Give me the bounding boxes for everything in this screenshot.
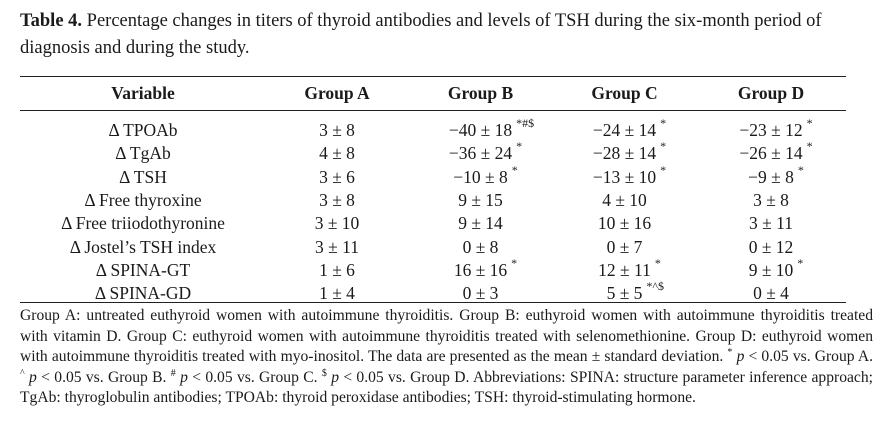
cell-value: −9 ± 8	[748, 166, 794, 187]
cell-group-b	[408, 116, 553, 142]
cell-variable: Δ TgAb	[115, 143, 171, 164]
cell-group-b	[408, 212, 553, 235]
cell-value-wrapper	[602, 190, 647, 211]
significance-marker: *	[797, 255, 804, 270]
cell-value-wrapper	[592, 116, 667, 141]
table-row	[20, 212, 846, 235]
table-row	[20, 189, 846, 212]
table-row	[20, 235, 846, 258]
cell-value: −10 ± 8	[453, 166, 508, 187]
cell-group-b	[408, 282, 553, 305]
cell-value-wrapper	[753, 283, 789, 304]
significance-marker: *	[654, 255, 661, 270]
cell-variable: Δ TSH	[119, 166, 167, 187]
cell-group-d	[696, 255, 846, 282]
footnote-sig-d-mark: $	[321, 367, 327, 379]
significance-marker: *	[516, 139, 523, 154]
cell-group-d	[696, 235, 846, 258]
cell-group-c	[553, 235, 696, 258]
cell-group-b	[408, 255, 553, 282]
cell-value: 3 ± 8	[319, 120, 355, 141]
table-row	[20, 119, 846, 142]
significance-marker: *#$	[516, 116, 535, 131]
cell-value: 12 ± 11	[598, 259, 651, 280]
cell-value: 1 ± 4	[319, 283, 355, 304]
cell-group-c	[553, 279, 696, 305]
cell-value-wrapper	[748, 255, 804, 281]
column-header-group-a: Group A	[304, 82, 370, 103]
cell-group-c	[553, 212, 696, 235]
cell-value-wrapper	[319, 167, 355, 188]
cell-value: 4 ± 10	[602, 190, 647, 211]
footnote-groups: Group A: untreated euthyroid women with autoimmune thyroiditis. Group B: euthyroid women with autoimmune thyroiditis treated with vitamin D. Group C: euthyroid women with autoimmune thyroiditis treated with selenomethionine. Group D: euthyroid women with autoimmune thyroiditis treated with myo-inositol. The data are presented as the mean ± standard deviation.	[20, 307, 873, 365]
cell-value-wrapper	[458, 190, 503, 211]
cell-value: −26 ± 14	[739, 143, 803, 164]
cell-group-b	[408, 189, 553, 212]
footnote-sig-d-text: < 0.05 vs. Group D.	[343, 368, 470, 386]
cell-value-wrapper	[319, 283, 355, 304]
cell-variable: Δ SPINA-GT	[95, 259, 191, 280]
cell-value-wrapper	[319, 190, 355, 211]
table-footnote	[20, 306, 873, 409]
cell-variable: Δ TPOAb	[108, 120, 178, 141]
significance-marker: *	[511, 162, 518, 177]
column-header-group-b: Group B	[447, 82, 514, 103]
cell-group-a	[266, 142, 408, 165]
cell-value: 9 ± 15	[458, 190, 503, 211]
cell-group-c	[553, 255, 696, 282]
cell-value: 3 ± 6	[319, 166, 355, 187]
cell-value: 10 ± 16	[597, 213, 652, 234]
cell-value: −13 ± 10	[592, 166, 657, 187]
cell-value-wrapper	[319, 260, 355, 281]
significance-marker: *	[511, 255, 518, 270]
cell-value-wrapper	[453, 162, 518, 188]
cell-value: 3 ± 11	[315, 236, 359, 257]
footnote-p-symbol-d: p	[331, 368, 339, 386]
cell-value: 0 ± 12	[748, 236, 794, 257]
cell-value: −40 ± 18	[448, 120, 513, 141]
cell-group-a	[266, 259, 408, 282]
cell-value: 3 ± 8	[319, 190, 355, 211]
cell-value-wrapper	[739, 116, 813, 141]
table-body	[20, 110, 846, 305]
cell-value: 5 ± 5	[606, 283, 643, 304]
footnote-p-symbol-a: p	[736, 348, 745, 365]
cell-group-c	[553, 189, 696, 212]
table-spacer-row	[20, 110, 846, 119]
cell-value-wrapper	[607, 237, 643, 258]
significance-marker: *	[660, 162, 667, 177]
cell-value-wrapper	[315, 213, 360, 234]
cell-group-b	[408, 235, 553, 258]
column-header-variable: Variable	[111, 82, 175, 103]
table-row	[20, 142, 846, 165]
footnote-p-symbol-c: p	[180, 368, 188, 386]
cell-group-c	[553, 116, 696, 142]
cell-group-c	[553, 139, 696, 165]
cell-value-wrapper	[606, 279, 665, 304]
cell-group-a	[266, 119, 408, 142]
footnote-sig-c-mark: #	[170, 367, 176, 379]
significance-marker: *	[806, 116, 813, 131]
cell-variable: Δ Free thyroxine	[84, 190, 202, 211]
cell-value-wrapper	[319, 120, 355, 141]
cell-value-wrapper	[748, 162, 804, 188]
column-header-group-c: Group C	[591, 82, 658, 103]
cell-value-wrapper	[315, 237, 359, 258]
cell-value-wrapper	[319, 143, 355, 164]
significance-marker: *	[660, 116, 667, 131]
column-header-group-d: Group D	[737, 82, 805, 103]
cell-value-wrapper	[448, 139, 523, 164]
cell-value: 0 ± 8	[462, 236, 499, 257]
cell-value: −36 ± 24	[448, 143, 513, 164]
cell-group-a	[266, 212, 408, 235]
footnote-p-symbol-b: p	[29, 368, 37, 386]
cell-group-d	[696, 212, 846, 235]
footnote-sig-b-text: < 0.05 vs. Group B.	[41, 368, 167, 386]
cell-group-a	[266, 189, 408, 212]
cell-variable: Δ Free triiodothyronine	[61, 213, 225, 234]
cell-group-b	[408, 139, 553, 165]
cell-group-d	[696, 282, 846, 305]
table-header-row	[20, 78, 846, 110]
cell-group-c	[553, 162, 696, 189]
cell-value-wrapper	[749, 237, 794, 258]
cell-value: 1 ± 6	[319, 259, 355, 280]
table-row	[20, 166, 846, 189]
cell-value: 9 ± 10	[748, 259, 794, 280]
cell-value-wrapper	[463, 237, 499, 258]
cell-value-wrapper	[598, 255, 661, 281]
cell-group-d	[696, 116, 846, 142]
cell-group-a	[266, 235, 408, 258]
cell-value: −23 ± 12	[739, 120, 803, 141]
cell-value-wrapper	[749, 213, 793, 234]
cell-value: 4 ± 8	[319, 143, 355, 164]
cell-value-wrapper	[598, 213, 651, 234]
cell-group-d	[696, 189, 846, 212]
cell-value-wrapper	[592, 162, 667, 188]
cell-value: 3 ± 10	[314, 213, 360, 234]
cell-variable: Δ SPINA-GD	[94, 283, 192, 304]
cell-value: −28 ± 14	[592, 143, 657, 164]
significance-marker: *	[797, 162, 804, 177]
cell-value: 0 ± 3	[462, 283, 499, 304]
cell-variable: Δ Jostel’s TSH index	[69, 236, 217, 257]
cell-value-wrapper	[592, 139, 667, 164]
cell-value: 3 ± 11	[749, 213, 793, 234]
cell-value: 0 ± 7	[606, 236, 643, 257]
cell-group-d	[696, 139, 846, 165]
cell-value-wrapper	[739, 139, 813, 164]
significance-marker: *	[660, 139, 667, 154]
cell-value: −24 ± 14	[592, 120, 657, 141]
cell-group-a	[266, 282, 408, 305]
data-table	[20, 78, 846, 305]
table-caption	[20, 8, 865, 62]
cell-value: 3 ± 8	[753, 190, 789, 211]
cell-value: 16 ± 16	[453, 259, 508, 280]
cell-value-wrapper	[753, 190, 789, 211]
table-caption-label: Table 4.	[20, 11, 83, 31]
table-row	[20, 282, 846, 305]
table-caption-text: Percentage changes in titers of thyroid antibodies and levels of TSH during the six-month period of diagnosis and during the study.	[20, 11, 822, 58]
cell-value-wrapper	[463, 283, 499, 304]
cell-value-wrapper	[448, 116, 535, 141]
cell-value: 9 ± 14	[458, 213, 503, 234]
significance-marker: *	[806, 139, 813, 154]
footnote-abbreviations: Abbreviations: SPINA: structure parameter inference approach; TgAb: thyroglobulin antibodies; TPOAb: thyroid peroxidase antibodies; TSH: thyroid-stimulating hormone.	[20, 368, 873, 406]
footnote-sig-b-mark: ^	[20, 367, 25, 379]
cell-group-a	[266, 166, 408, 189]
cell-group-b	[408, 162, 553, 189]
cell-group-d	[696, 162, 846, 189]
footnote-sig-a-text: < 0.05 vs. Group A.	[748, 348, 873, 365]
cell-value-wrapper	[453, 255, 518, 281]
cell-value-wrapper	[458, 213, 503, 234]
footnote-sig-c-text: < 0.05 vs. Group C.	[192, 368, 318, 386]
significance-marker: *^$	[646, 279, 665, 294]
table-row	[20, 259, 846, 282]
footnote-sig-a-mark: *	[727, 346, 733, 358]
cell-value: 0 ± 4	[753, 283, 789, 304]
table-top-rule	[20, 76, 846, 77]
